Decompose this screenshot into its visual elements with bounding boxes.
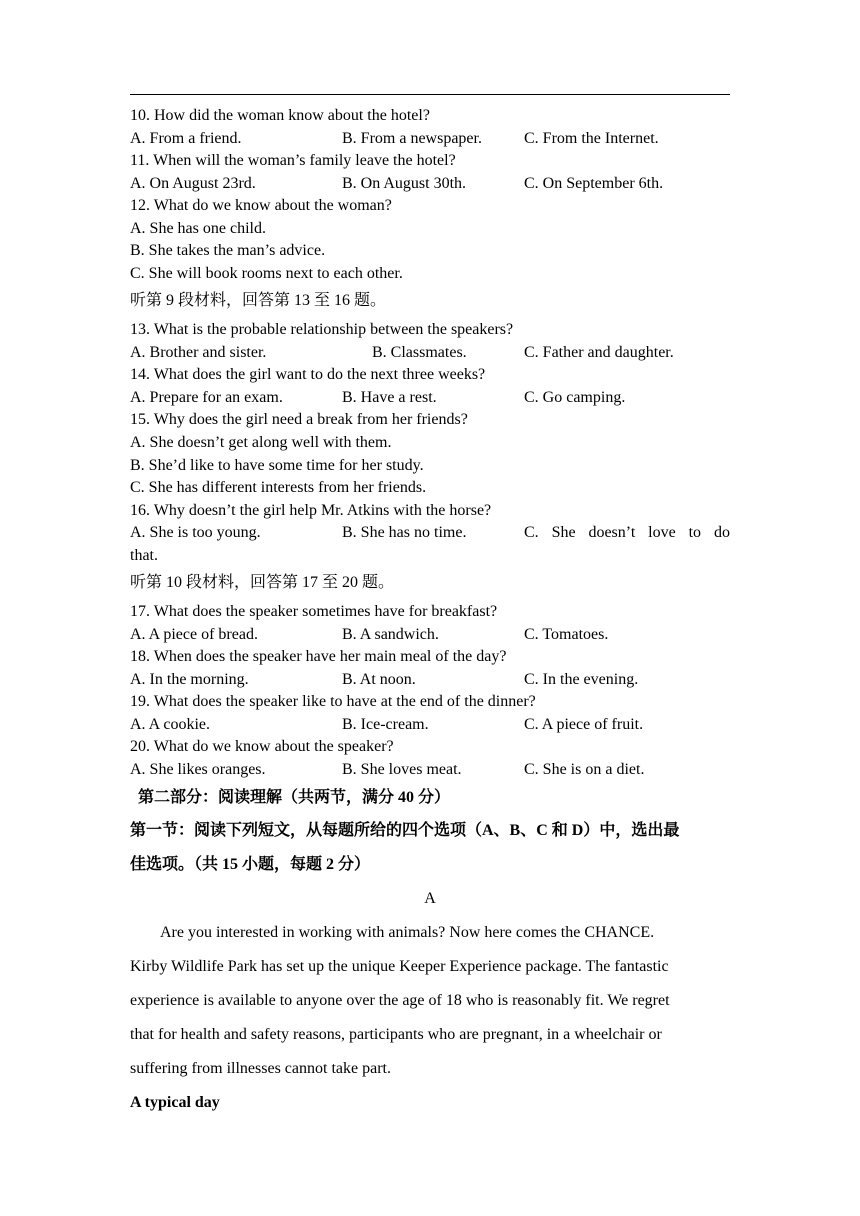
question-16: 16. Why doesn’t the girl help Mr. Atkins with the horse? <box>130 502 492 519</box>
option-b: B. At noon. <box>342 671 416 688</box>
option-c: C. In the evening. <box>524 671 639 688</box>
question-14: 14. What does the girl want to do the next three weeks? <box>130 366 486 383</box>
option-b: B. She’d like to have some time for her study. <box>130 457 424 474</box>
question-13: 13. What is the probable relationship between the speakers? <box>130 321 514 338</box>
passage-line: Are you interested in working with animals? Now here comes the CHANCE. <box>160 924 655 941</box>
option-c-word: doesn’t <box>588 524 636 541</box>
option-c-word: to <box>688 524 702 541</box>
passage-line: that for health and safety reasons, participants who are pregnant, in a wheelchair or <box>130 1026 662 1043</box>
question-18: 18. When does the speaker have her main meal of the day? <box>130 648 507 665</box>
option-a: A. She doesn’t get along well with them. <box>130 434 392 451</box>
option-b: B. From a newspaper. <box>342 130 482 147</box>
option-c-continuation: that. <box>130 547 158 564</box>
part-title: 第二部分：阅读理解（共两节，满分 40 分） <box>138 789 451 806</box>
option-a: A. Brother and sister. <box>130 344 267 361</box>
option-a: A. A cookie. <box>130 716 210 733</box>
option-b: B. She takes the man’s advice. <box>130 242 326 259</box>
option-a: A. In the morning. <box>130 671 249 688</box>
option-b: B. A sandwich. <box>342 626 439 643</box>
question-11: 11. When will the woman’s family leave the hotel? <box>130 152 456 169</box>
option-c: C. Father and daughter. <box>524 344 674 361</box>
option-a: A. She likes oranges. <box>130 761 266 778</box>
option-c: C. On September 6th. <box>524 175 664 192</box>
option-c <box>524 523 730 543</box>
option-c: C. She has different interests from her friends. <box>130 479 427 496</box>
option-a: A. A piece of bread. <box>130 626 258 643</box>
option-b: B. Classmates. <box>372 344 467 361</box>
option-b: B. Have a rest. <box>342 389 437 406</box>
subheading: A typical day <box>130 1094 220 1111</box>
header-rule <box>130 94 730 95</box>
passage-line: Kirby Wildlife Park has set up the unique Keeper Experience package. The fantastic <box>130 958 669 975</box>
option-c: C. Go camping. <box>524 389 626 406</box>
option-c-word: love <box>648 524 676 541</box>
section-heading-10: 听第 10 段材料，回答第 17 至 20 题。 <box>130 574 395 591</box>
option-c: C. She is on a diet. <box>524 761 645 778</box>
option-a: A. From a friend. <box>130 130 242 147</box>
option-a: A. She has one child. <box>130 220 266 237</box>
option-a: A. Prepare for an exam. <box>130 389 283 406</box>
question-19: 19. What does the speaker like to have at the end of the dinner? <box>130 693 536 710</box>
question-12: 12. What do we know about the woman? <box>130 197 392 214</box>
option-b: B. On August 30th. <box>342 175 467 192</box>
option-c: C. From the Internet. <box>524 130 659 147</box>
option-b: B. Ice-cream. <box>342 716 429 733</box>
question-20: 20. What do we know about the speaker? <box>130 738 394 755</box>
option-c-word: do <box>713 524 730 541</box>
option-c-word: She <box>551 524 576 541</box>
option-c: C. A piece of fruit. <box>524 716 644 733</box>
option-c-word: C. <box>524 524 539 541</box>
option-b: B. She has no time. <box>342 524 467 541</box>
option-b: B. She loves meat. <box>342 761 462 778</box>
passage-line: suffering from illnesses cannot take part. <box>130 1060 391 1077</box>
question-17: 17. What does the speaker sometimes have for breakfast? <box>130 603 498 620</box>
exam-page <box>130 0 730 1216</box>
passage-letter: A <box>424 890 436 907</box>
question-15: 15. Why does the girl need a break from her friends? <box>130 411 468 428</box>
option-a: A. She is too young. <box>130 524 261 541</box>
option-c: C. Tomatoes. <box>524 626 609 643</box>
section-instructions-line-1: 第一节：阅读下列短文，从每题所给的四个选项（A、B、C 和 D）中，选出最 <box>130 822 680 839</box>
option-c: C. She will book rooms next to each other. <box>130 265 403 282</box>
passage-line: experience is available to anyone over the age of 18 who is reasonably fit. We regret <box>130 992 670 1009</box>
question-10: 10. How did the woman know about the hotel? <box>130 107 430 124</box>
option-a: A. On August 23rd. <box>130 175 256 192</box>
section-instructions-line-2: 佳选项。（共 15 小题，每题 2 分） <box>130 856 371 873</box>
section-heading-9: 听第 9 段材料，回答第 13 至 16 题。 <box>130 292 387 309</box>
